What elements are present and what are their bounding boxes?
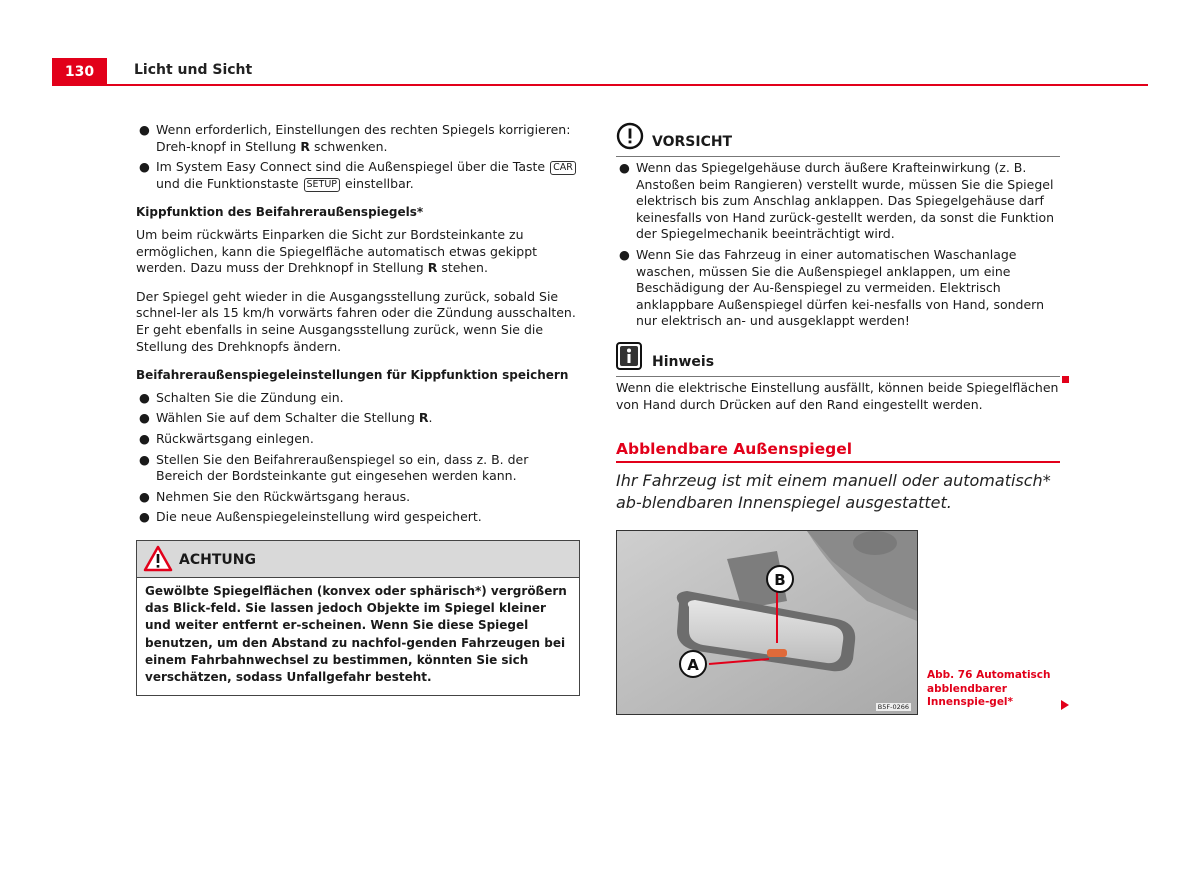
header-rule (52, 84, 1148, 86)
list-item: ● Wenn erforderlich, Einstellungen des rechten Spiegels korrigieren: Dreh-knopf in Stellung R schwenken. (139, 122, 571, 154)
bullet-icon: ● (139, 410, 150, 426)
label-a: A (687, 656, 699, 674)
list-item: ● Wenn Sie das Fahrzeug in einer automatischen Waschanlage waschen, müssen Sie die Außenspiegel anklappen, um eine Beschädigung der Au-ßenspiegel zu vermeiden. Elektrisch anklappbare Außenspiegel dürfen kei-nesfalls von Hand, sondern nur elektrisch an- und ausgeklappt werden! (619, 246, 1045, 329)
bullet-icon: ● (139, 159, 150, 175)
bullet-icon: ● (619, 160, 630, 175)
list-item: ● Wenn das Spiegelgehäuse durch äußere Krafteinwirkung (z. B. Anstoßen beim Rangieren) verstellt wurde, müssen Sie die Spiegel elektrisch bis zum Anschlag anklappen. Das Spiegelgehäuse darf keinesfalls von Hand zurück-gestellt werden, da sonst die Funktion der Spiegelmechanik beeinträchtigt wird. (619, 160, 1055, 242)
note-rule (616, 376, 1060, 377)
list-item: ● Rückwärtsgang einlegen. (139, 430, 314, 446)
car-key-icon: CAR (550, 161, 576, 175)
warning-text: Gewölbte Spiegelflächen (konvex oder sphärisch*) vergrößern das Blick-feld. Sie lassen jedoch Objekte im Spiegel kleiner und weiter entfernt er-scheinen. Wenn Sie diese Spiegel benutzen, um den Abstand zu nachfol-genden Fahrzeugen bei einem Fahrbahnwechsel zu bestimmen, könnten Sie sich verschätzen, sodass Unfallgefahr besteht. (145, 583, 567, 685)
section-rule (616, 461, 1060, 463)
bullet-icon: ● (139, 389, 150, 405)
warning-box (136, 540, 580, 696)
setup-key-icon: SETUP (304, 178, 341, 192)
list-item: ● Schalten Sie die Zündung ein. (139, 389, 344, 405)
chapter-title: Licht und Sicht (134, 62, 253, 78)
bullet-icon: ● (139, 430, 150, 446)
list-item: ● Nehmen Sie den Rückwärtsgang heraus. (139, 488, 411, 504)
right-column (616, 122, 1060, 413)
figure-code: B5F-0266 (877, 703, 909, 711)
continue-arrow-icon (1061, 700, 1069, 710)
list-item: ● Stellen Sie den Beifahreraußenspiegel so ein, dass z. B. der Bereich der Bordsteinkante gut eingesehen werden kann. (139, 451, 529, 484)
note-text: Wenn die elektrische Einstellung ausfällt, können beide Spiegelflächen von Hand durch Drücken auf den Rand eingestellt werden. (616, 379, 1059, 412)
caution-label: VORSICHT (652, 134, 733, 150)
info-icon (616, 342, 642, 370)
page-number: 130 (52, 58, 107, 84)
end-marker-icon (1062, 376, 1069, 383)
warning-triangle-icon (143, 545, 173, 572)
caution-exclamation-icon (616, 122, 644, 150)
warning-label: ACHTUNG (179, 551, 256, 568)
note-header (616, 342, 1060, 372)
bullet-icon: ● (139, 488, 150, 504)
section-intro: Ihr Fahrzeug ist mit einem manuell oder automatisch* ab-blendbaren Innenspiegel ausgestattet. (616, 471, 1051, 512)
bullet-icon: ● (139, 509, 150, 525)
mirror-figure (616, 530, 918, 715)
kipp-paragraph-2: Der Spiegel geht wieder in die Ausgangsstellung zurück, sobald Sie schnel-ler als 15 km/h vorwärts fahren oder die Zündung ausschalten. Er geht ebenfalls in seine Ausgangsstellung zurück, wenn Sie die Stellung des Drehknopfs ändern. (136, 288, 576, 354)
left-column (136, 122, 578, 696)
kipp-heading: Kippfunktion des Beifahreraußenspiegels* (136, 205, 424, 220)
note-label: Hinweis (652, 353, 715, 370)
rearview-mirror-illustration (617, 531, 917, 714)
bullet-icon: ● (139, 451, 150, 467)
bullet-icon: ● (139, 122, 150, 137)
figure-caption: Abb. 76 Automatisch abblendbarer Innenspie-gel* (927, 669, 1051, 708)
page-header (52, 58, 1148, 86)
kipp-paragraph-1: Um beim rückwärts Einparken die Sicht zur Bordsteinkante zu ermöglichen, kann die Spiegelfläche automatisch etwas gekippt werden. Dazu muss der Drehknopf in Stellung R stehen. (136, 226, 538, 276)
label-b: B (774, 571, 786, 589)
caution-header (616, 122, 1060, 152)
section-title: Abblendbare Außenspiegel (616, 440, 853, 458)
bullet-icon: ● (619, 246, 630, 262)
save-heading: Beifahreraußenspiegeleinstellungen für Kippfunktion speichern (136, 368, 569, 383)
warning-header (137, 541, 579, 578)
caution-rule (616, 156, 1060, 157)
list-item: ● Im System Easy Connect sind die Außenspiegel über die Taste CAR und die Funktionstaste SETUP einstellbar. (136, 159, 578, 192)
list-item: ● Wählen Sie auf dem Schalter die Stellung R. (139, 410, 433, 426)
list-item: ● Die neue Außenspiegeleinstellung wird gespeichert. (139, 509, 482, 525)
